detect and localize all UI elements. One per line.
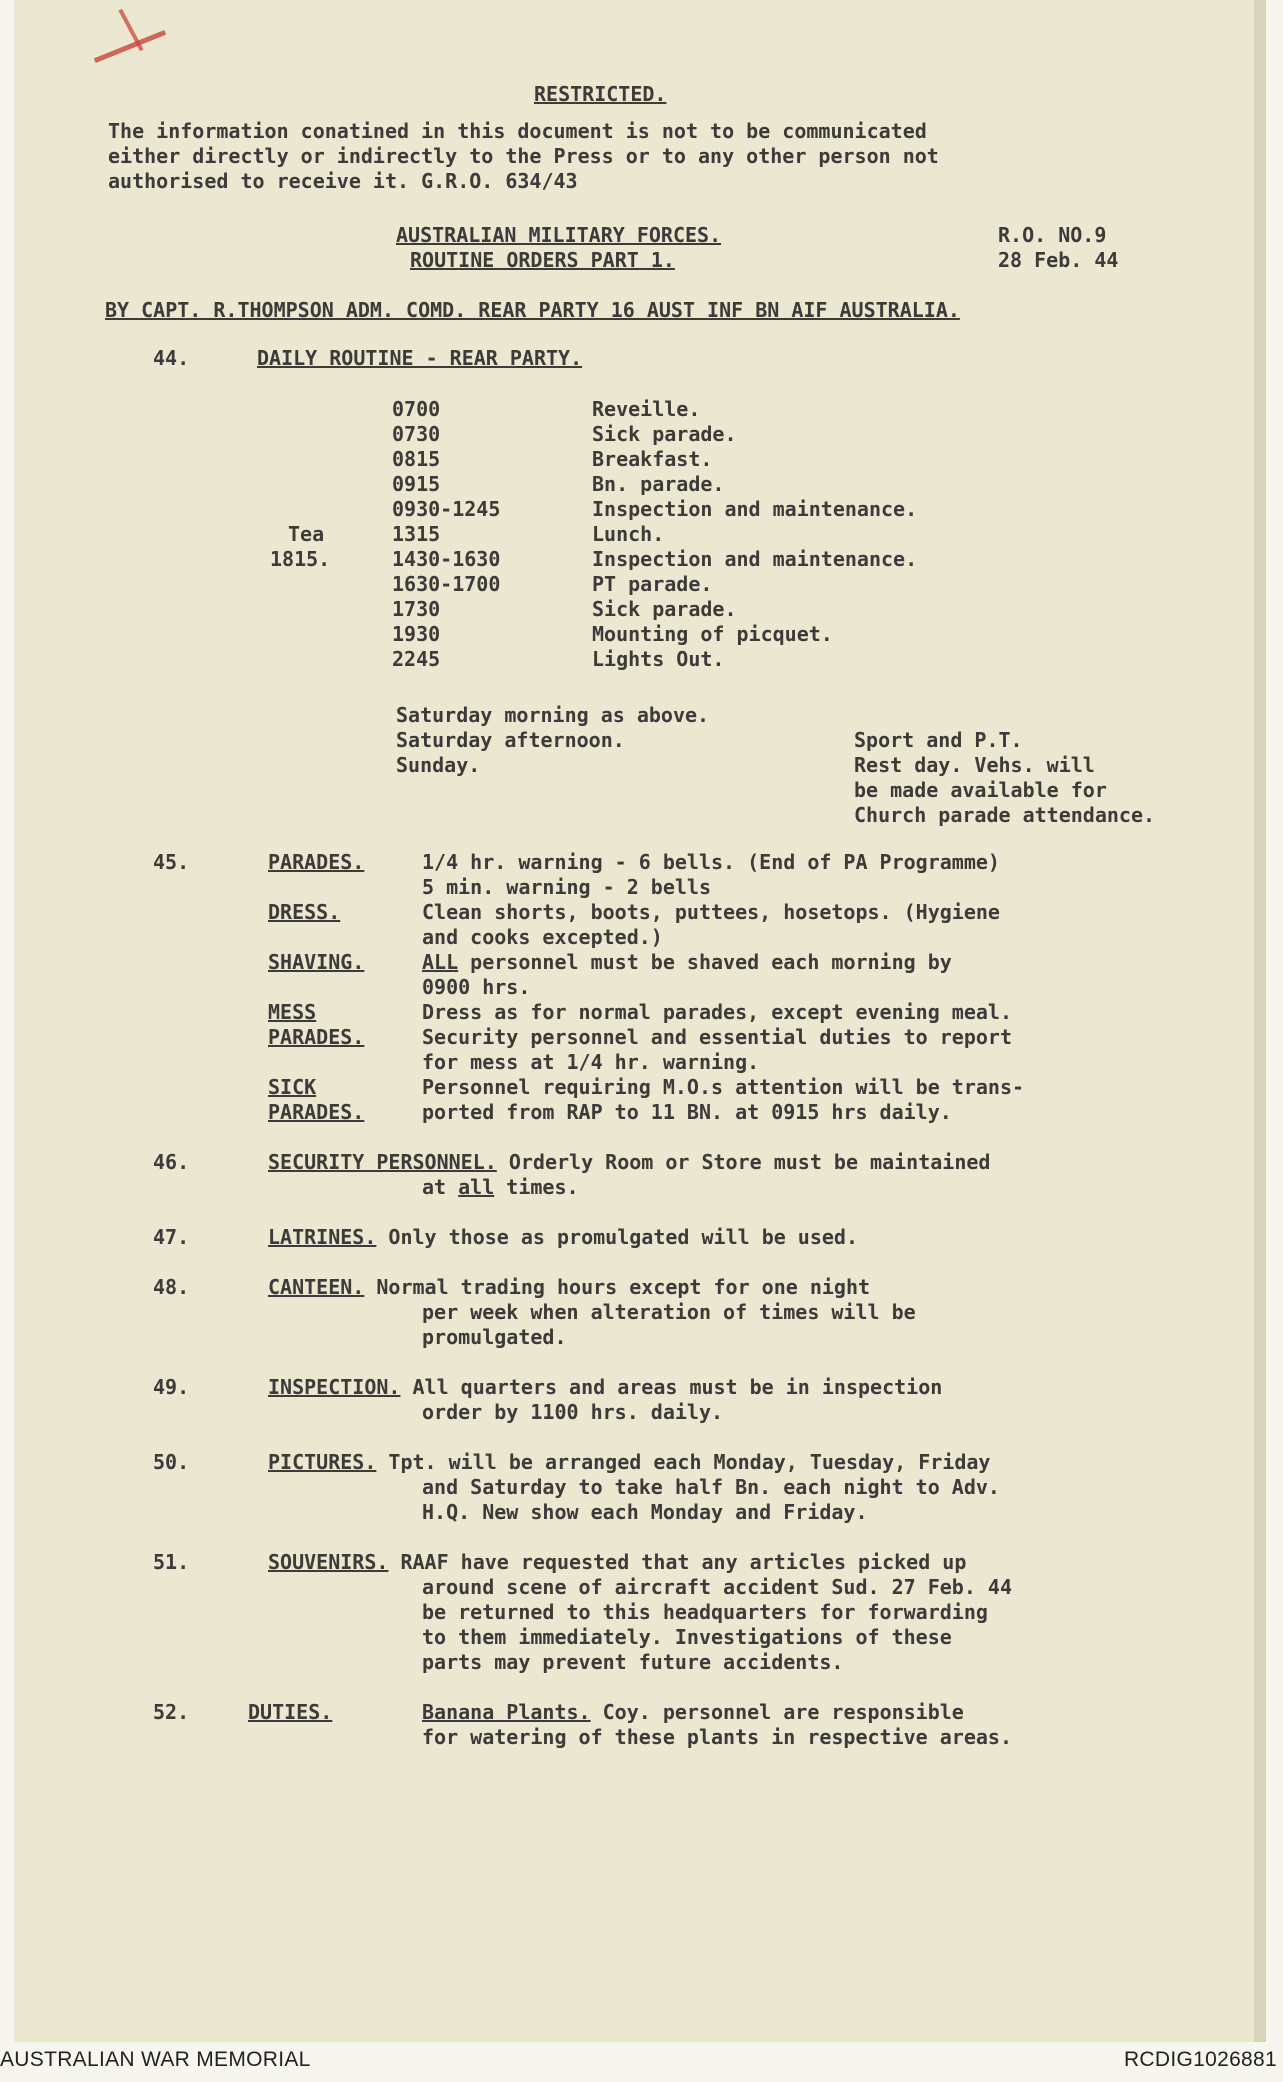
tea-label: Tea xyxy=(288,522,325,546)
shaving-text-rest: personnel must be shaved each morning by xyxy=(458,950,952,974)
shaving-all-word: ALL xyxy=(422,950,459,974)
schedule-activity: Sick parade. xyxy=(592,597,737,621)
item-text: All quarters and areas must be in inspection xyxy=(400,1375,943,1399)
schedule-time: 0700 xyxy=(392,397,441,421)
order-date: 28 Feb. 44 xyxy=(998,248,1119,272)
item-text: be returned to this headquarters for forwarding xyxy=(422,1600,988,1624)
dress-subheading: DRESS. xyxy=(268,900,341,924)
restricted-heading: RESTRICTED. xyxy=(534,82,667,106)
schedule-time: 1730 xyxy=(392,597,441,621)
orders-part-heading: ROUTINE ORDERS PART 1. xyxy=(410,248,675,272)
schedule-time: 1315 xyxy=(392,522,441,546)
item-number: 48. xyxy=(153,1275,190,1299)
schedule-activity: Reveille. xyxy=(592,397,701,421)
sick-subheading: PARADES. xyxy=(268,1100,365,1124)
mess-text: Security personnel and essential duties to report xyxy=(422,1025,1013,1049)
sick-text: ported from RAP to 11 BN. at 0915 hrs daily. xyxy=(422,1100,952,1124)
item-line xyxy=(268,1450,990,1475)
item-text: order by 1100 hrs. daily. xyxy=(422,1400,724,1424)
mess-text: for mess at 1/4 hr. warning. xyxy=(422,1050,760,1074)
item-text: promulgated. xyxy=(422,1325,567,1349)
red-pencil-mark xyxy=(94,30,166,63)
schedule-activity: PT parade. xyxy=(592,572,713,596)
item-text: to them immediately. Investigations of these xyxy=(422,1625,952,1649)
schedule-times xyxy=(392,397,500,672)
item-number: 49. xyxy=(153,1375,190,1399)
schedule-activity: Breakfast. xyxy=(592,447,713,471)
schedule-activities xyxy=(592,397,917,672)
item-title: CANTEEN. xyxy=(268,1275,365,1299)
schedule-activity: Inspection and maintenance. xyxy=(592,547,918,571)
sick-subheading: SICK xyxy=(268,1075,317,1099)
schedule-time: 0730 xyxy=(392,422,441,446)
document-sheet xyxy=(14,0,1266,2042)
item-text: and Saturday to take half Bn. each night to Adv. xyxy=(422,1475,1000,1499)
item-number: 44. xyxy=(153,346,190,370)
schedule-time: 0930-1245 xyxy=(392,497,501,521)
saturday-afternoon-activity: Sport and P.T. xyxy=(854,728,1023,752)
ro-number: R.O. NO.9 xyxy=(998,223,1107,247)
item-number: 51. xyxy=(153,1550,190,1574)
notice-line-2: either directly or indirectly to the Press or to any other person not xyxy=(108,144,939,168)
schedule-time: 1430-1630 xyxy=(392,547,501,571)
item-text: Only those as promulgated will be used. xyxy=(376,1225,859,1249)
item-line xyxy=(268,1150,990,1175)
paper-edge xyxy=(1254,0,1266,2042)
schedule-time: 2245 xyxy=(392,647,441,671)
saturday-afternoon: Saturday afternoon. xyxy=(396,728,625,752)
schedule-activity: Inspection and maintenance. xyxy=(592,497,918,521)
item-text: Orderly Room or Store must be maintained xyxy=(496,1150,991,1174)
schedule-time: 1930 xyxy=(392,622,441,646)
schedule-time: 1630-1700 xyxy=(392,572,501,596)
schedule-activity: Bn. parade. xyxy=(592,472,725,496)
shaving-text: 0900 hrs. xyxy=(422,975,531,999)
sunday-activity-line: Church parade attendance. xyxy=(854,803,1156,827)
item-line xyxy=(268,1225,858,1250)
item-number: 45. xyxy=(153,850,190,874)
sick-text: Personnel requiring M.O.s attention will be trans- xyxy=(422,1075,1025,1099)
item-number: 50. xyxy=(153,1450,190,1474)
mess-subheading: MESS xyxy=(268,1000,317,1024)
item-line xyxy=(268,1550,966,1575)
org-heading: AUSTRALIAN MILITARY FORCES. xyxy=(396,223,722,247)
item-text: per week when alteration of times will be xyxy=(422,1300,916,1324)
mess-text: Dress as for normal parades, except evening meal. xyxy=(422,1000,1013,1024)
item-line xyxy=(422,1700,964,1725)
item-text: times. xyxy=(494,1175,579,1199)
schedule-time: 0815 xyxy=(392,447,441,471)
item-text: for watering of these plants in respective areas. xyxy=(422,1725,1013,1749)
saturday-morning: Saturday morning as above. xyxy=(396,703,710,727)
item-text: around scene of aircraft accident Sud. 27 Feb. 44 xyxy=(422,1575,1013,1599)
item-text: parts may prevent future accidents. xyxy=(422,1650,844,1674)
item-text: H.Q. New show each Monday and Friday. xyxy=(422,1500,868,1524)
item-text: at xyxy=(422,1175,459,1199)
mess-subheading: PARADES. xyxy=(268,1025,365,1049)
schedule-activity: Lunch. xyxy=(592,522,665,546)
sunday-activity-line: be made available for xyxy=(854,778,1107,802)
dress-text: Clean shorts, boots, puttees, hosetops. (Hygiene xyxy=(422,900,1000,924)
notice-line-3: authorised to receive it. G.R.O. 634/43 xyxy=(108,169,578,193)
tea-time: 1815. xyxy=(270,547,331,571)
shaving-subheading: SHAVING. xyxy=(268,950,365,974)
archive-id: RCDIG1026881 xyxy=(1123,2048,1277,2071)
item-title: SOUVENIRS. xyxy=(268,1550,389,1574)
dress-text: and cooks excepted.) xyxy=(422,925,663,949)
item-title: DUTIES. xyxy=(248,1700,333,1724)
schedule-time: 0915 xyxy=(392,472,441,496)
item-text: Normal trading hours except for one night xyxy=(364,1275,871,1299)
parades-text: 5 min. warning - 2 bells xyxy=(422,875,711,899)
item-title: INSPECTION. xyxy=(268,1375,401,1399)
item-line xyxy=(268,1275,870,1300)
item-line xyxy=(268,1375,942,1400)
item-line xyxy=(422,1175,579,1200)
shaving-text xyxy=(422,950,952,975)
schedule-activity: Lights Out. xyxy=(592,647,725,671)
item-number: 52. xyxy=(153,1700,190,1724)
sunday-activity-line: Rest day. Vehs. will xyxy=(854,753,1095,777)
parades-text: 1/4 hr. warning - 6 bells. (End of PA Programme) xyxy=(422,850,1000,874)
archive-credit: AUSTRALIAN WAR MEMORIAL xyxy=(0,2048,311,2071)
item-subtitle: Banana Plants. xyxy=(422,1700,591,1724)
item-title: LATRINES. xyxy=(268,1225,377,1249)
item-text: Tpt. will be arranged each Monday, Tuesday, Friday xyxy=(376,1450,991,1474)
item-title: SECURITY PERSONNEL. xyxy=(268,1150,497,1174)
item-text: RAAF have requested that any articles picked up xyxy=(388,1550,967,1574)
item-title: DAILY ROUTINE - REAR PARTY. xyxy=(257,346,583,370)
sunday: Sunday. xyxy=(396,753,481,777)
notice-line-1: The information conatined in this document is not to be communicated xyxy=(108,119,927,143)
schedule-activity: Mounting of picquet. xyxy=(592,622,833,646)
item-title: PICTURES. xyxy=(268,1450,377,1474)
item-number: 47. xyxy=(153,1225,190,1249)
item-text: Coy. personnel are responsible xyxy=(590,1700,964,1724)
authority-line: BY CAPT. R.THOMPSON ADM. COMD. REAR PARTY 16 AUST INF BN AIF AUSTRALIA. xyxy=(105,298,960,322)
parades-subheading: PARADES. xyxy=(268,850,365,874)
schedule-activity: Sick parade. xyxy=(592,422,737,446)
item-number: 46. xyxy=(153,1150,190,1174)
emphasis-word: all xyxy=(458,1175,495,1199)
